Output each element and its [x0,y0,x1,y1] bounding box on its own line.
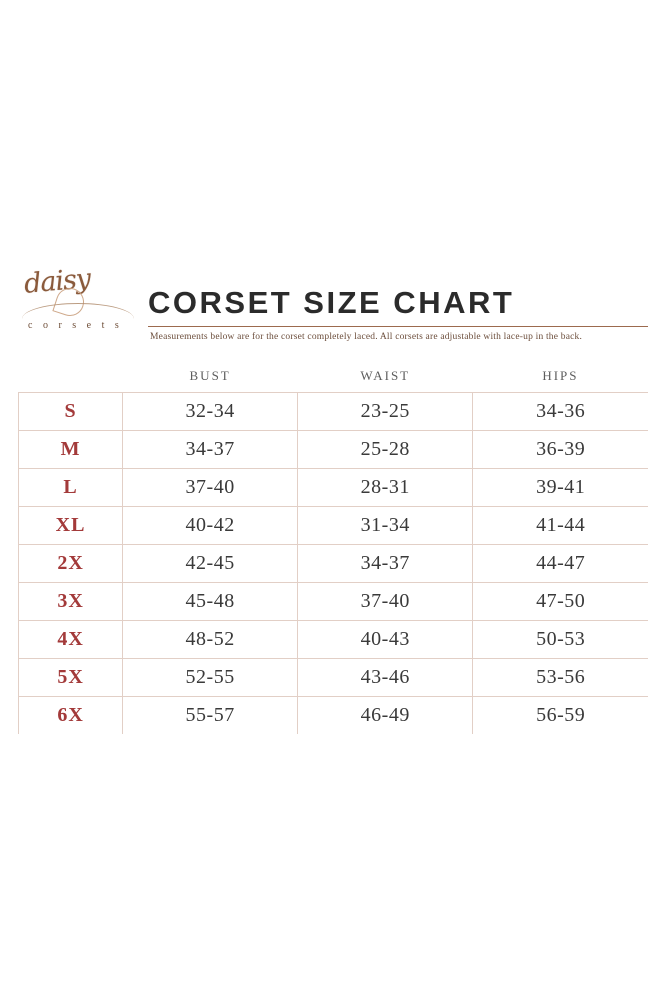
cell-size: XL [19,507,123,545]
table-row [19,621,649,659]
cell-bust: 42-45 [123,545,298,583]
brand-sub-name: c o r s e t s [28,320,123,331]
cell-size: L [19,469,123,507]
cell-bust: 52-55 [123,659,298,697]
table-row [19,583,649,621]
cell-waist: 40-43 [298,621,473,659]
cell-bust: 37-40 [123,469,298,507]
cell-waist: 37-40 [298,583,473,621]
cell-waist: 34-37 [298,545,473,583]
column-header-size [19,360,123,393]
cell-waist: 28-31 [298,469,473,507]
cell-bust: 48-52 [123,621,298,659]
cell-size: 4X [19,621,123,659]
chart-header [18,258,648,342]
table-row [19,545,649,583]
cell-waist: 25-28 [298,431,473,469]
column-header-bust: BUST [123,360,298,393]
column-header-hips: HIPS [473,360,648,393]
table-header [19,360,649,393]
cell-size: 2X [19,545,123,583]
cell-size: 3X [19,583,123,621]
brand-script-name: daisy [22,263,92,300]
table-body [19,393,649,735]
table-header-row [19,360,649,393]
size-chart-container [18,258,648,734]
title-divider [148,326,648,327]
cell-size: 5X [19,659,123,697]
cell-hips: 47-50 [473,583,648,621]
cell-hips: 34-36 [473,393,648,431]
cell-hips: 44-47 [473,545,648,583]
table-row [19,393,649,431]
page-title: CORSET SIZE CHART [148,285,515,320]
cell-hips: 56-59 [473,697,648,735]
cell-hips: 36-39 [473,431,648,469]
title-block [138,287,648,342]
table-row [19,697,649,735]
cell-bust: 40-42 [123,507,298,545]
table-row [19,507,649,545]
cell-waist: 31-34 [298,507,473,545]
size-chart-table [18,360,648,734]
cell-hips: 53-56 [473,659,648,697]
cell-size: M [19,431,123,469]
page-subtitle: Measurements below are for the corset completely laced. All corsets are adjustable with lace-up in the back. [150,332,583,342]
column-header-waist: WAIST [298,360,473,393]
cell-hips: 41-44 [473,507,648,545]
cell-bust: 55-57 [123,697,298,735]
cell-waist: 23-25 [298,393,473,431]
cell-waist: 43-46 [298,659,473,697]
cell-bust: 45-48 [123,583,298,621]
table-row [19,469,649,507]
table-row [19,659,649,697]
cell-bust: 34-37 [123,431,298,469]
cell-hips: 50-53 [473,621,648,659]
cell-bust: 32-34 [123,393,298,431]
cell-size: 6X [19,697,123,735]
cell-size: S [19,393,123,431]
brand-logo [18,258,138,342]
cell-waist: 46-49 [298,697,473,735]
cell-hips: 39-41 [473,469,648,507]
table-row [19,431,649,469]
